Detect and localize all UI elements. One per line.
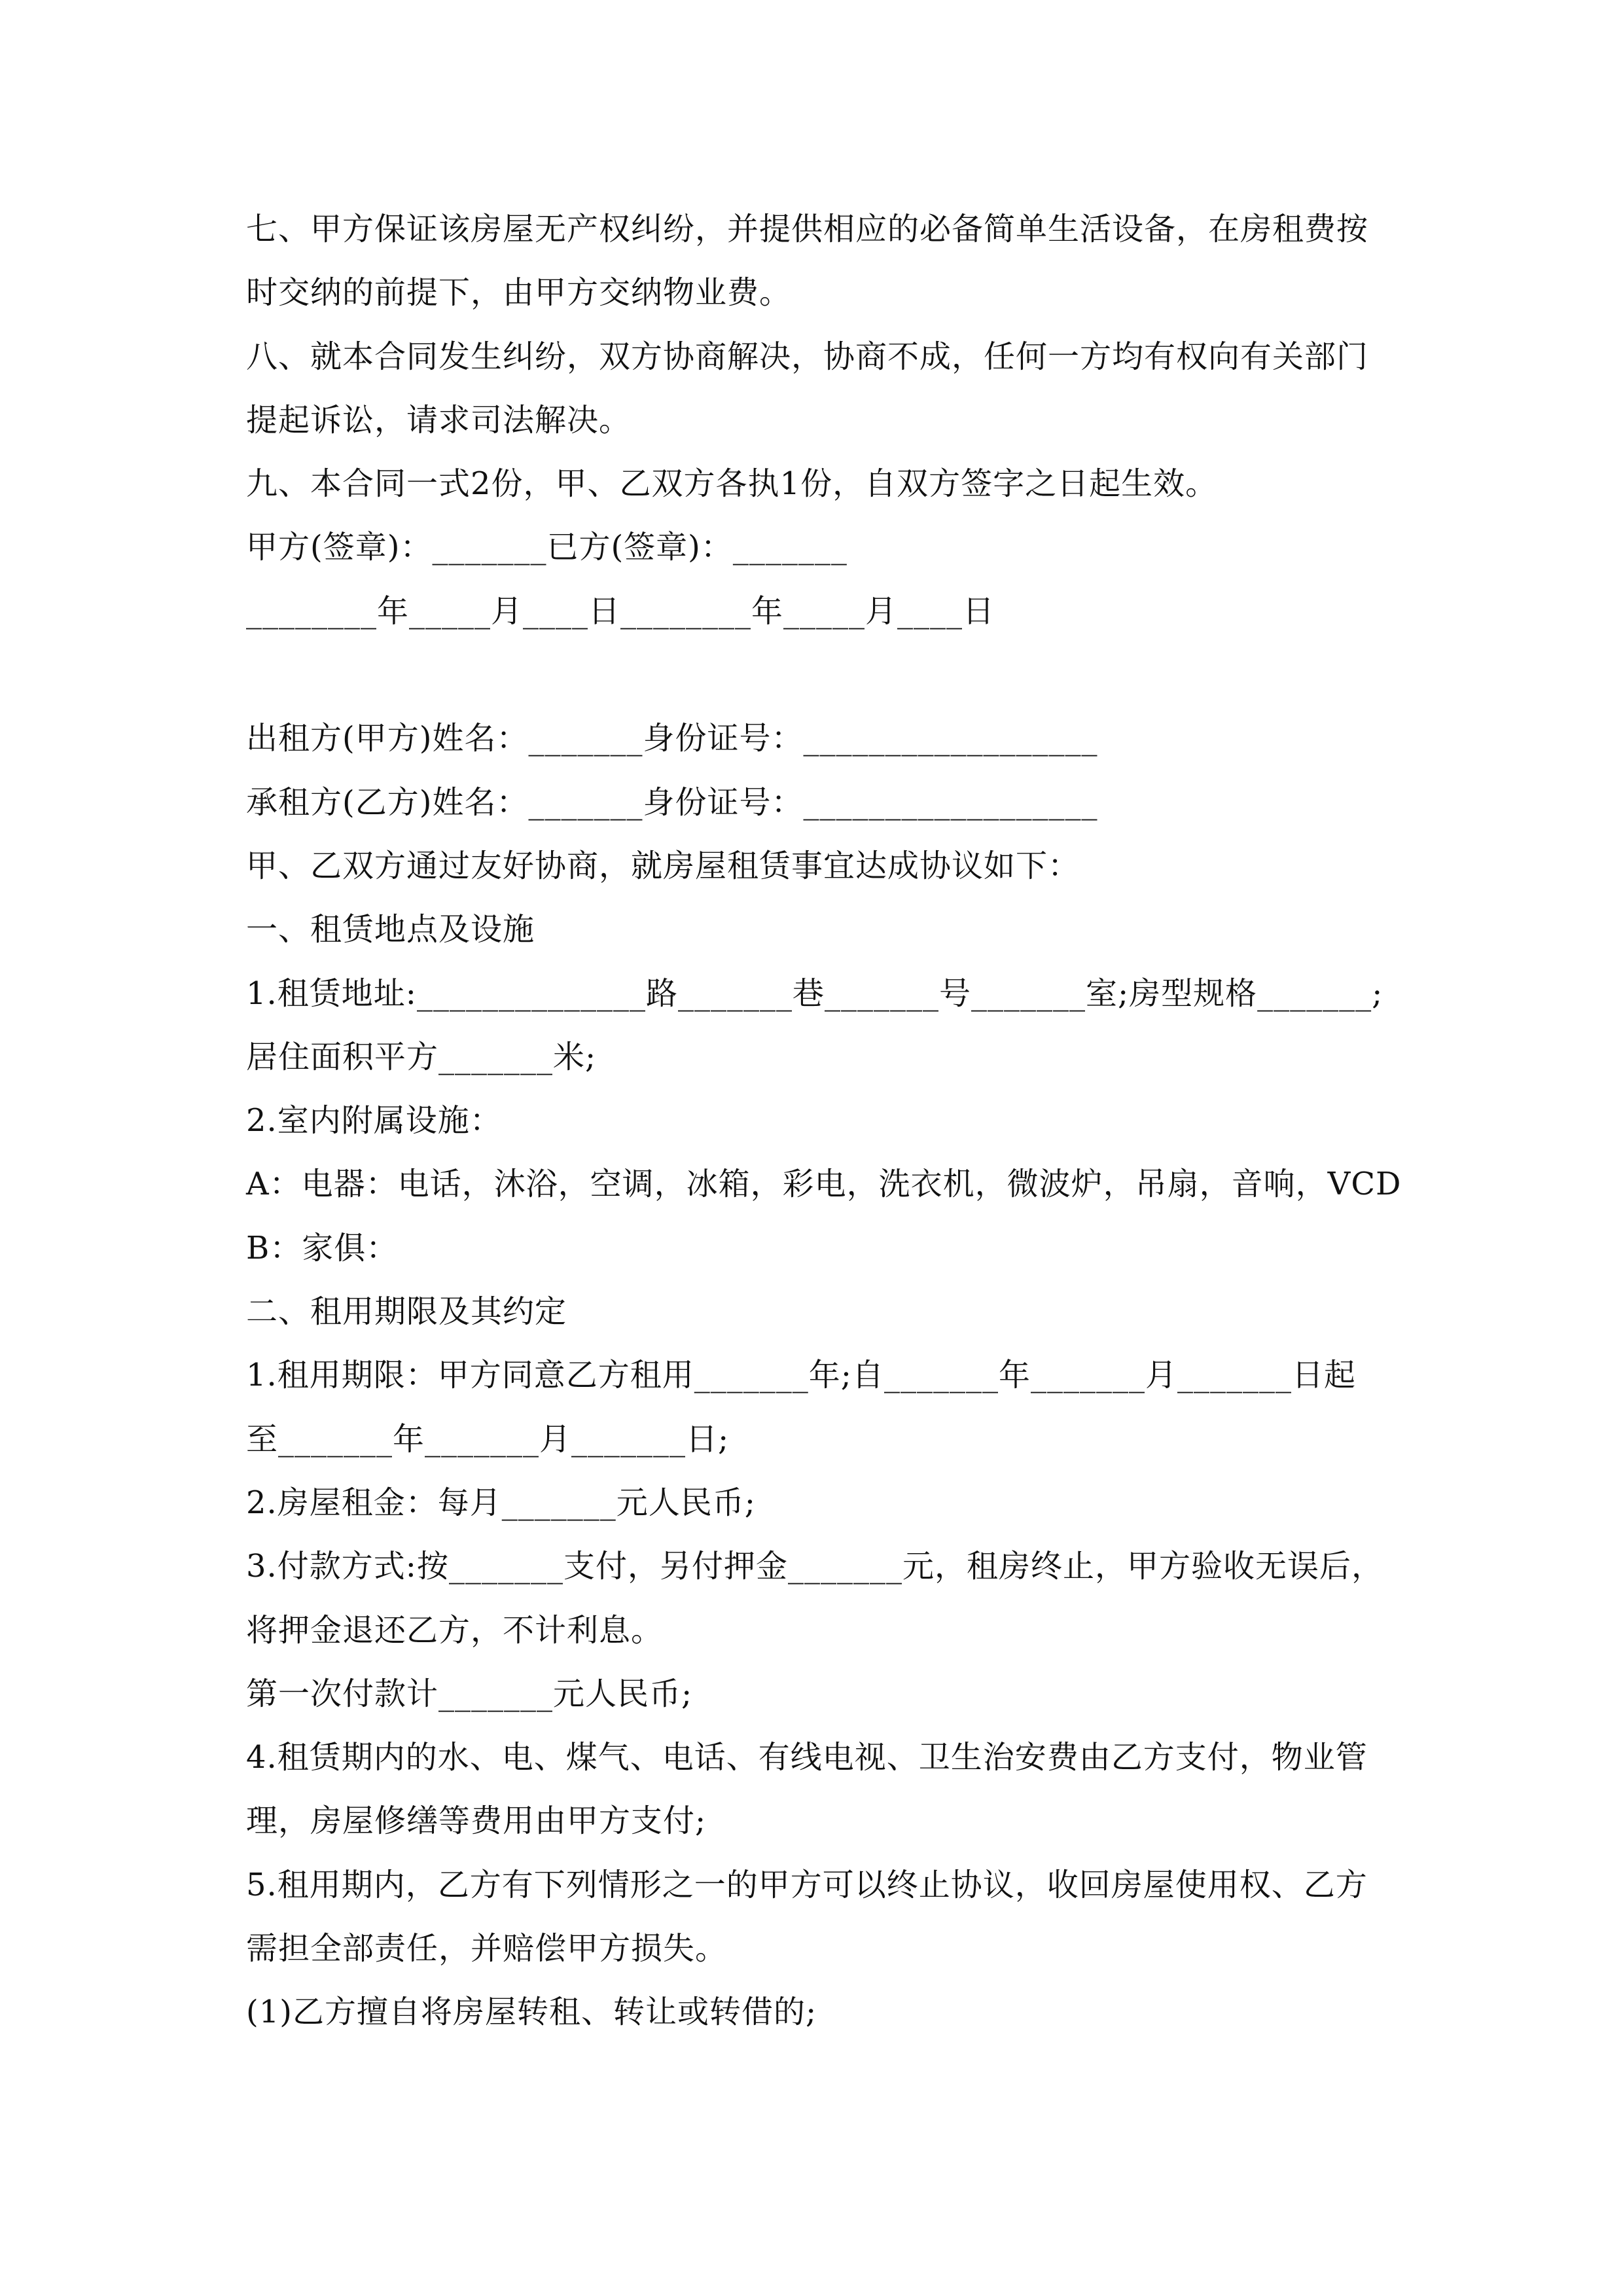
document-text-line: 时交纳的前提下，由甲方交纳物业费。 — [246, 274, 792, 312]
document-text-line: 至_______年_______月_______日; — [246, 1420, 730, 1458]
document-text-line: A：电器：电话，沐浴，空调，冰箱，彩电，洗衣机，微波炉，吊扇，音响，VCD — [246, 1166, 1402, 1203]
document-text-line: ________年_____月____日________年_____月____日 — [246, 592, 995, 630]
document-text-line: 5.租用期内，乙方有下列情形之一的甲方可以终止协议，收回房屋使用权、乙方 — [246, 1866, 1368, 1903]
document-text-line: 出租方(甲方)姓名：_______身份证号：__________________ — [246, 720, 1098, 757]
document-text-line: 2.室内附属设施： — [246, 1102, 502, 1139]
document-text-line: 提起诉讼，请求司法解决。 — [246, 401, 632, 439]
document-text-line: 1.租赁地址:______________路_______巷_______号_______室;房型规格_______; — [246, 975, 1383, 1012]
document-text-line: 理，房屋修缮等费用由甲方支付; — [246, 1803, 707, 1840]
document-text-line: 将押金退还乙方，不计利息。 — [246, 1611, 664, 1649]
document-text-line: 九、本合同一式2份，甲、乙双方各执1份，自双方签字之日起生效。 — [246, 465, 1218, 503]
document-text-line: 1.租用期限：甲方同意乙方租用_______年;自_______年_______月_______日起 — [246, 1357, 1356, 1394]
document-text-line: 4.租赁期内的水、电、煤气、电话、有线电视、卫生治安费由乙方支付，物业管 — [246, 1739, 1368, 1776]
document-text-line: B：家俱： — [246, 1229, 399, 1266]
document-text-line: 第一次付款计_______元人民币; — [246, 1675, 693, 1712]
document-text-line: 甲方(签章)：_______已方(签章)：_______ — [246, 529, 847, 566]
document-text-line: 需担全部责任，并赔偿甲方损失。 — [246, 1930, 728, 1967]
document-text-line: 甲、乙双方通过友好协商，就房屋租赁事宜达成协议如下： — [246, 847, 1080, 884]
document-text-line: 承租方(乙方)姓名：_______身份证号：__________________ — [246, 783, 1098, 821]
document-text-line: 2.房屋租金：每月_______元人民币; — [246, 1484, 756, 1521]
document-text-line: (1)乙方擅自将房屋转租、转让或转借的; — [246, 1994, 817, 2031]
blank-line — [246, 643, 1381, 707]
document-text-line: 一、租赁地点及设施 — [246, 911, 535, 948]
document-text-line: 八、就本合同发生纠纷，双方协商解决，协商不成，任何一方均有权向有关部门 — [246, 338, 1369, 375]
document-text-line: 七、甲方保证该房屋无产权纠纷，并提供相应的必备简单生活设备，在房租费按 — [246, 211, 1369, 247]
document-text-line: 二、租用期限及其约定 — [246, 1293, 567, 1331]
document-text-line: 3.付款方式:按_______支付，另付押金_______元，租房终止，甲方验收无误后， — [246, 1548, 1383, 1585]
document-text-line: 居住面积平方_______米; — [246, 1038, 597, 1075]
